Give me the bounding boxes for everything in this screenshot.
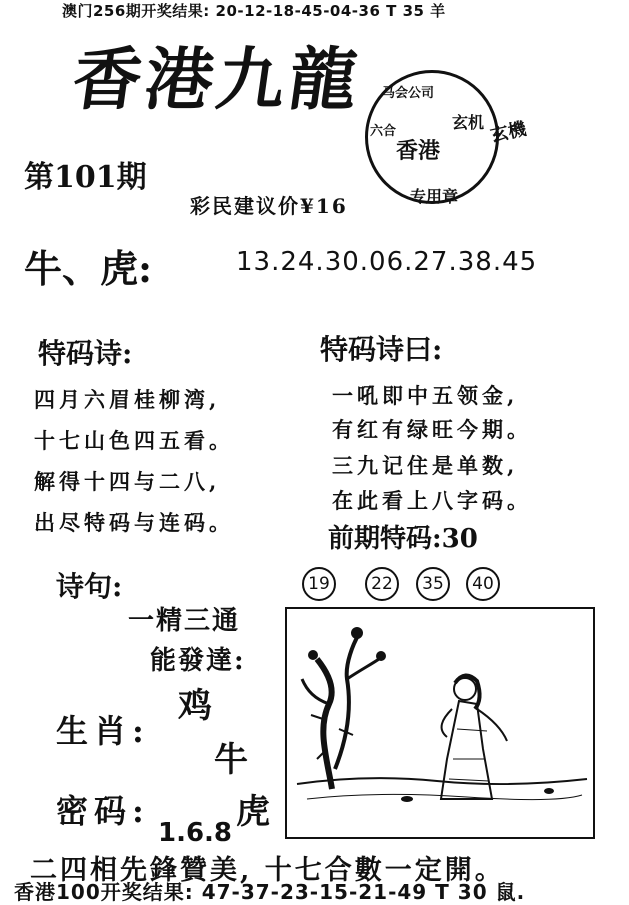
price-note: 彩民建议价¥16 (190, 194, 348, 218)
poem-left-line: 十七山色四五看。 (34, 428, 234, 453)
number-ball: 40 (466, 567, 500, 601)
top-result-line: 澳门256期开奖结果: 20-12-18-45-04-36 T 35 羊 (62, 2, 446, 20)
number-ball: 22 (365, 567, 399, 601)
closing-verse: 二四相先鋒贊美, 十七合數一定開。 (30, 855, 505, 886)
ink-drawing-woman-and-tree-icon (287, 609, 593, 837)
verse-line-2: 能發達: (150, 646, 246, 676)
stamp-top-text: 马会公司 (382, 86, 435, 101)
bottom-result-line: 香港100开奖结果: 47-37-23-15-21-49 T 30 鼠. (14, 880, 526, 904)
stamp-bottom-text: 专用章 (410, 187, 459, 206)
issue-number: 第101期 (24, 160, 147, 195)
stamp-center-text: 香港 (396, 138, 441, 164)
poem-right-line: 在此看上八字码。 (332, 488, 532, 513)
poem-left-title: 特码诗: (38, 337, 133, 370)
poem-right-line: 有红有绿旺今期。 (332, 417, 532, 442)
shengxiao-animal-1: 鸡 (178, 686, 212, 726)
stamp-right-text: 玄機 (488, 118, 529, 147)
verse-label: 诗句: (56, 570, 123, 603)
verse-line-1: 一精三通 (128, 606, 241, 636)
poem-left-line: 解得十四与二八, (34, 469, 221, 494)
number-ball: 19 (302, 567, 336, 601)
number-ball: 35 (416, 567, 450, 601)
poem-right-title: 特码诗曰: (320, 333, 443, 366)
shengxiao-animal-2: 牛 (214, 740, 248, 780)
zodiac-label: 牛、虎: (24, 246, 153, 291)
stamp-side-text: 玄机 (452, 113, 485, 132)
poem-left-line: 出尽特码与连码。 (34, 510, 234, 535)
mima-animal: 虎 (236, 792, 270, 832)
mima-numbers: 1.6.8 (158, 818, 233, 848)
shengxiao-label: 生肖: (56, 712, 150, 750)
masthead-title: 香港九龍 (67, 40, 367, 120)
mima-label: 密码: (56, 792, 150, 830)
poem-right-line: 三九记住是单数, (332, 453, 519, 478)
ink-illustration (285, 607, 595, 839)
zodiac-numbers: 13.24.30.06.27.38.45 (236, 247, 538, 277)
previous-special-number: 前期特码:30 (328, 524, 478, 554)
stamp-left-text: 六合 (370, 124, 397, 139)
poem-left-line: 四月六眉桂柳湾, (34, 387, 221, 412)
poem-right-line: 一吼即中五领金, (332, 383, 519, 408)
